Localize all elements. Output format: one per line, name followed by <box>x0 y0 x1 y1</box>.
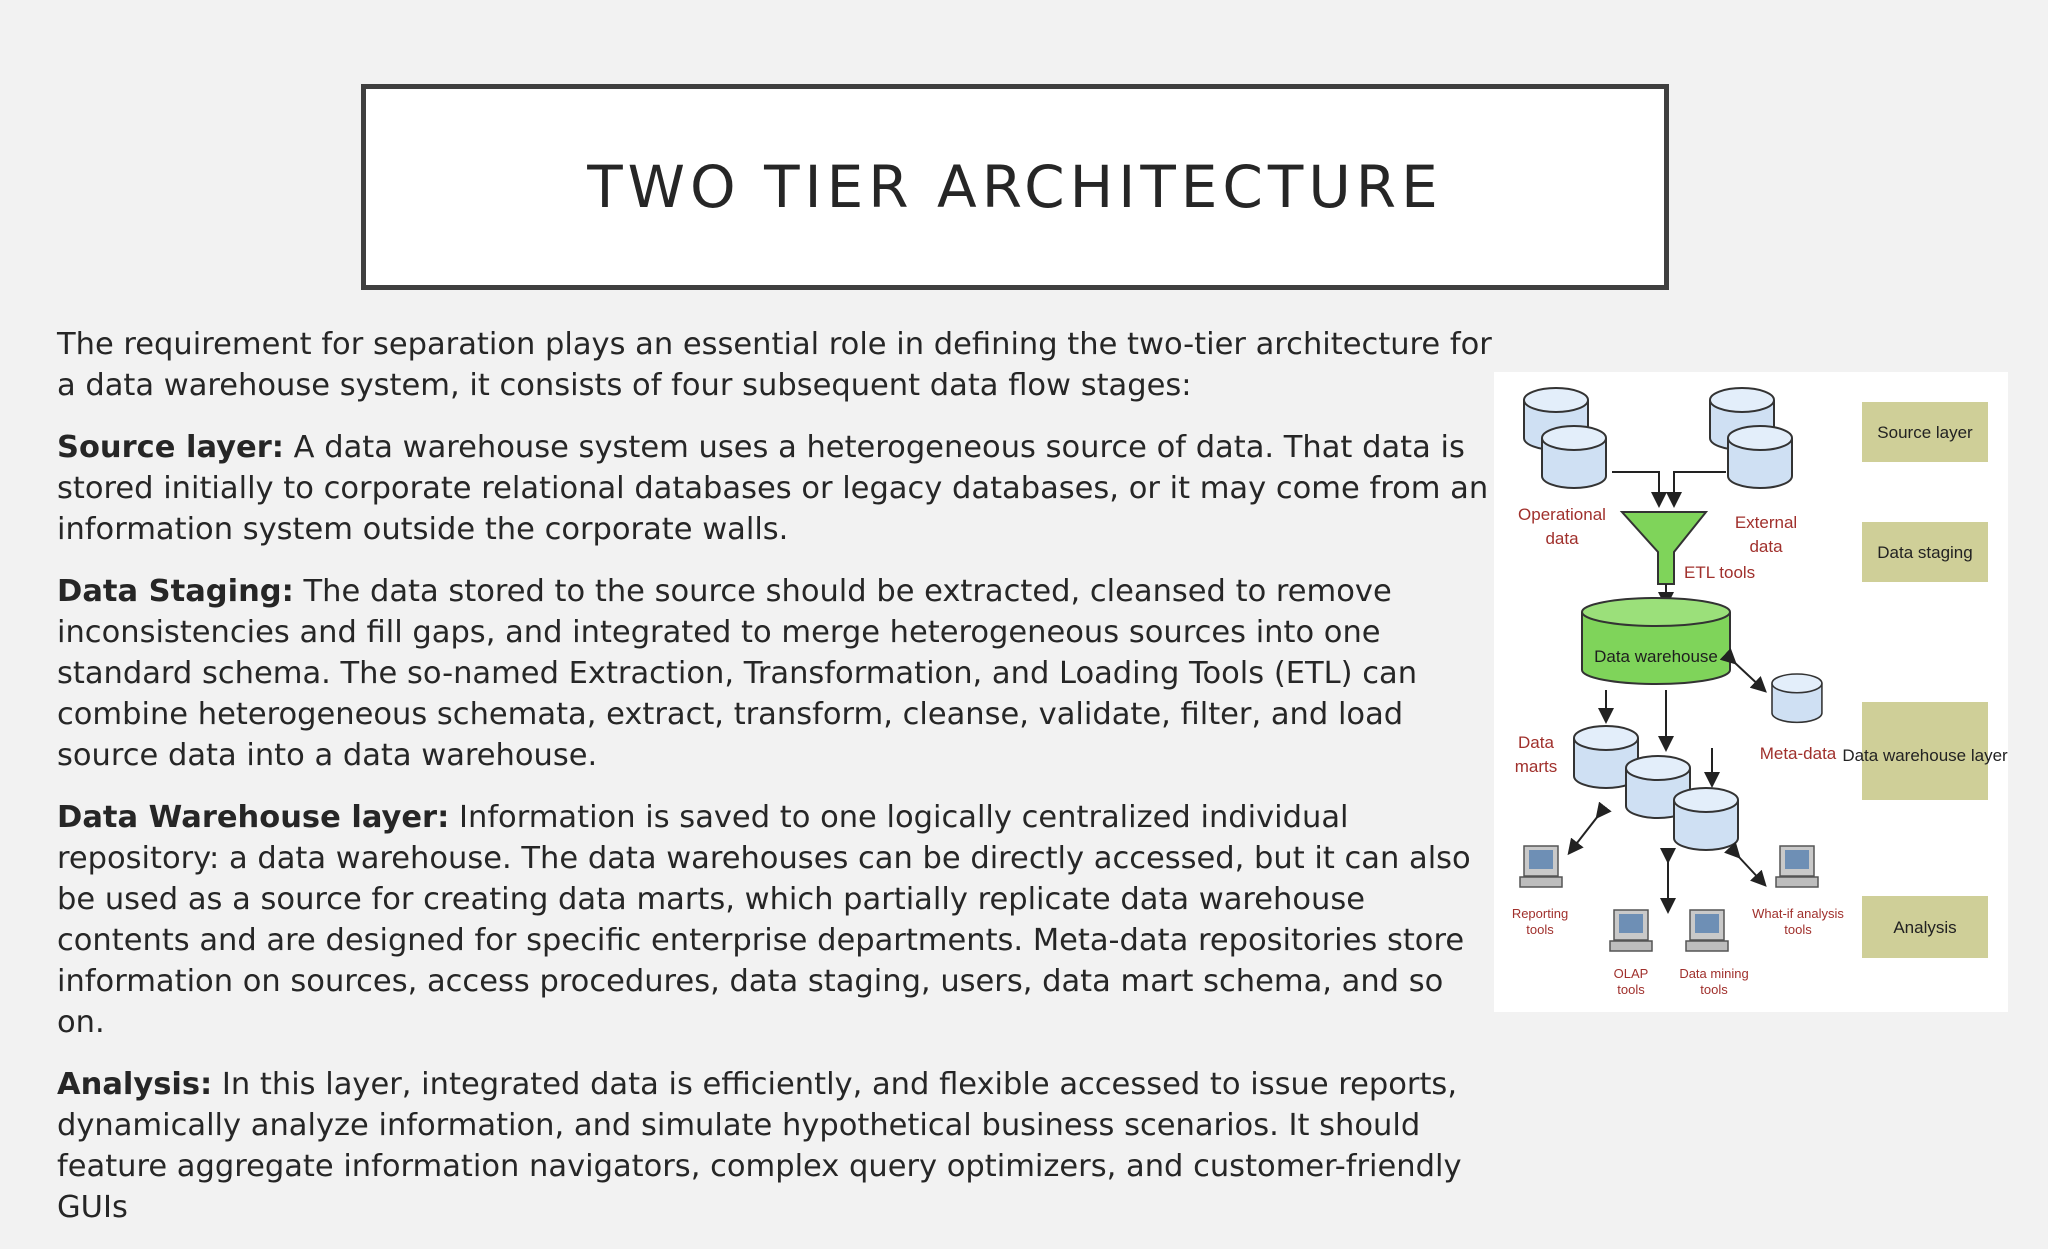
operational-data-label: Operational <box>1518 505 1606 524</box>
svg-text:data: data <box>1545 529 1579 548</box>
title-box <box>361 84 1669 290</box>
svg-text:marts: marts <box>1514 757 1558 776</box>
svg-text:tools: tools <box>1526 922 1554 937</box>
what-if-analysis-tools-label: What-if analysis <box>1752 906 1844 921</box>
data-mining-tools-icon <box>1686 910 1728 951</box>
source-layer-paragraph: Source layer: A data warehouse system uses a heterogeneous source of data. That data is stored initially to corporate relational databases or legacy databases, or it may come from an information system outside the corporate walls. <box>57 430 1489 547</box>
svg-text:tools: tools <box>1700 982 1728 997</box>
data-staging-paragraph: Data Staging: The data stored to the source should be extracted, cleansed to remove inconsistencies and fill gaps, and integrated to merge heterogeneous sources into one standard schema. The so-named Extraction, Transformation, and Loading Tools (ETL) can combine heterogeneous schemata, extract, transform, cleanse, validate, filter, and load source data into a data warehouse. <box>57 574 1418 773</box>
data-marts-cylinders <box>1574 726 1738 850</box>
paragraph-label: Source layer: <box>57 430 284 465</box>
svg-text:Data warehouse layer: Data warehouse layer <box>1842 746 2008 765</box>
body-text <box>57 324 1497 1249</box>
paragraph-label: Data Staging: <box>57 574 294 609</box>
svg-text:tools: tools <box>1784 922 1812 937</box>
data-warehouse-label: Data warehouse <box>1594 647 1718 666</box>
intro-paragraph: The requirement for separation plays an essential role in defining the two-tier architecture for a data warehouse system, it consists of four subsequent data flow stages: <box>57 327 1492 403</box>
svg-text:Source layer: Source layer <box>1877 423 1973 442</box>
slide-title: TWO TIER ARCHITECTURE <box>587 153 1443 221</box>
operational-data-cylinder <box>1524 388 1606 488</box>
svg-text:tools: tools <box>1617 982 1645 997</box>
layer-box-analysis <box>1862 896 1988 958</box>
data-warehouse-cylinder <box>1582 598 1730 684</box>
olap-tools-icon <box>1610 910 1652 951</box>
data-marts-label: Data <box>1518 733 1554 752</box>
layer-box-staging <box>1862 522 1988 582</box>
analysis-paragraph: Analysis: In this layer, integrated data is efficiently, and flexible accessed to issue reports, dynamically analyze information, and simulate hypothetical business scenarios. It should feature aggregate information navigators, complex query optimizers, and customer-friendly GUIs <box>57 1067 1462 1225</box>
etl-tools-label: ETL tools <box>1684 563 1756 582</box>
svg-text:Data staging: Data staging <box>1877 543 1973 562</box>
reporting-tools-label: Reporting <box>1511 906 1569 921</box>
svg-text:Analysis: Analysis <box>1893 918 1957 937</box>
data-warehouse-layer-paragraph: Data Warehouse layer: Information is saved to one logically centralized individual repository: a data warehouse. The data warehouses can be directly accessed, but it can also be used as a source for creating data marts, which partially replicate data warehouse contents and are designed for specific enterprise departments. Meta-data repositories store information on sources, access procedures, data staging, users, data mart schema, and so on. <box>57 800 1471 1040</box>
what-if-analysis-tools-icon <box>1776 846 1818 887</box>
layer-box-warehouse <box>1842 702 2008 800</box>
paragraph-label: Data Warehouse layer: <box>57 800 450 835</box>
data-mining-tools-label: Data mining <box>1679 966 1749 981</box>
external-data-label: External <box>1734 513 1798 532</box>
architecture-diagram <box>1494 372 2008 1012</box>
svg-text:data: data <box>1749 537 1783 556</box>
paragraph-label: Analysis: <box>57 1067 213 1102</box>
olap-tools-label: OLAP <box>1613 966 1649 981</box>
layer-box-source <box>1862 402 1988 462</box>
meta-data-cylinder <box>1772 674 1822 722</box>
meta-data-label: Meta-data <box>1759 744 1837 763</box>
reporting-tools-icon <box>1520 846 1562 887</box>
